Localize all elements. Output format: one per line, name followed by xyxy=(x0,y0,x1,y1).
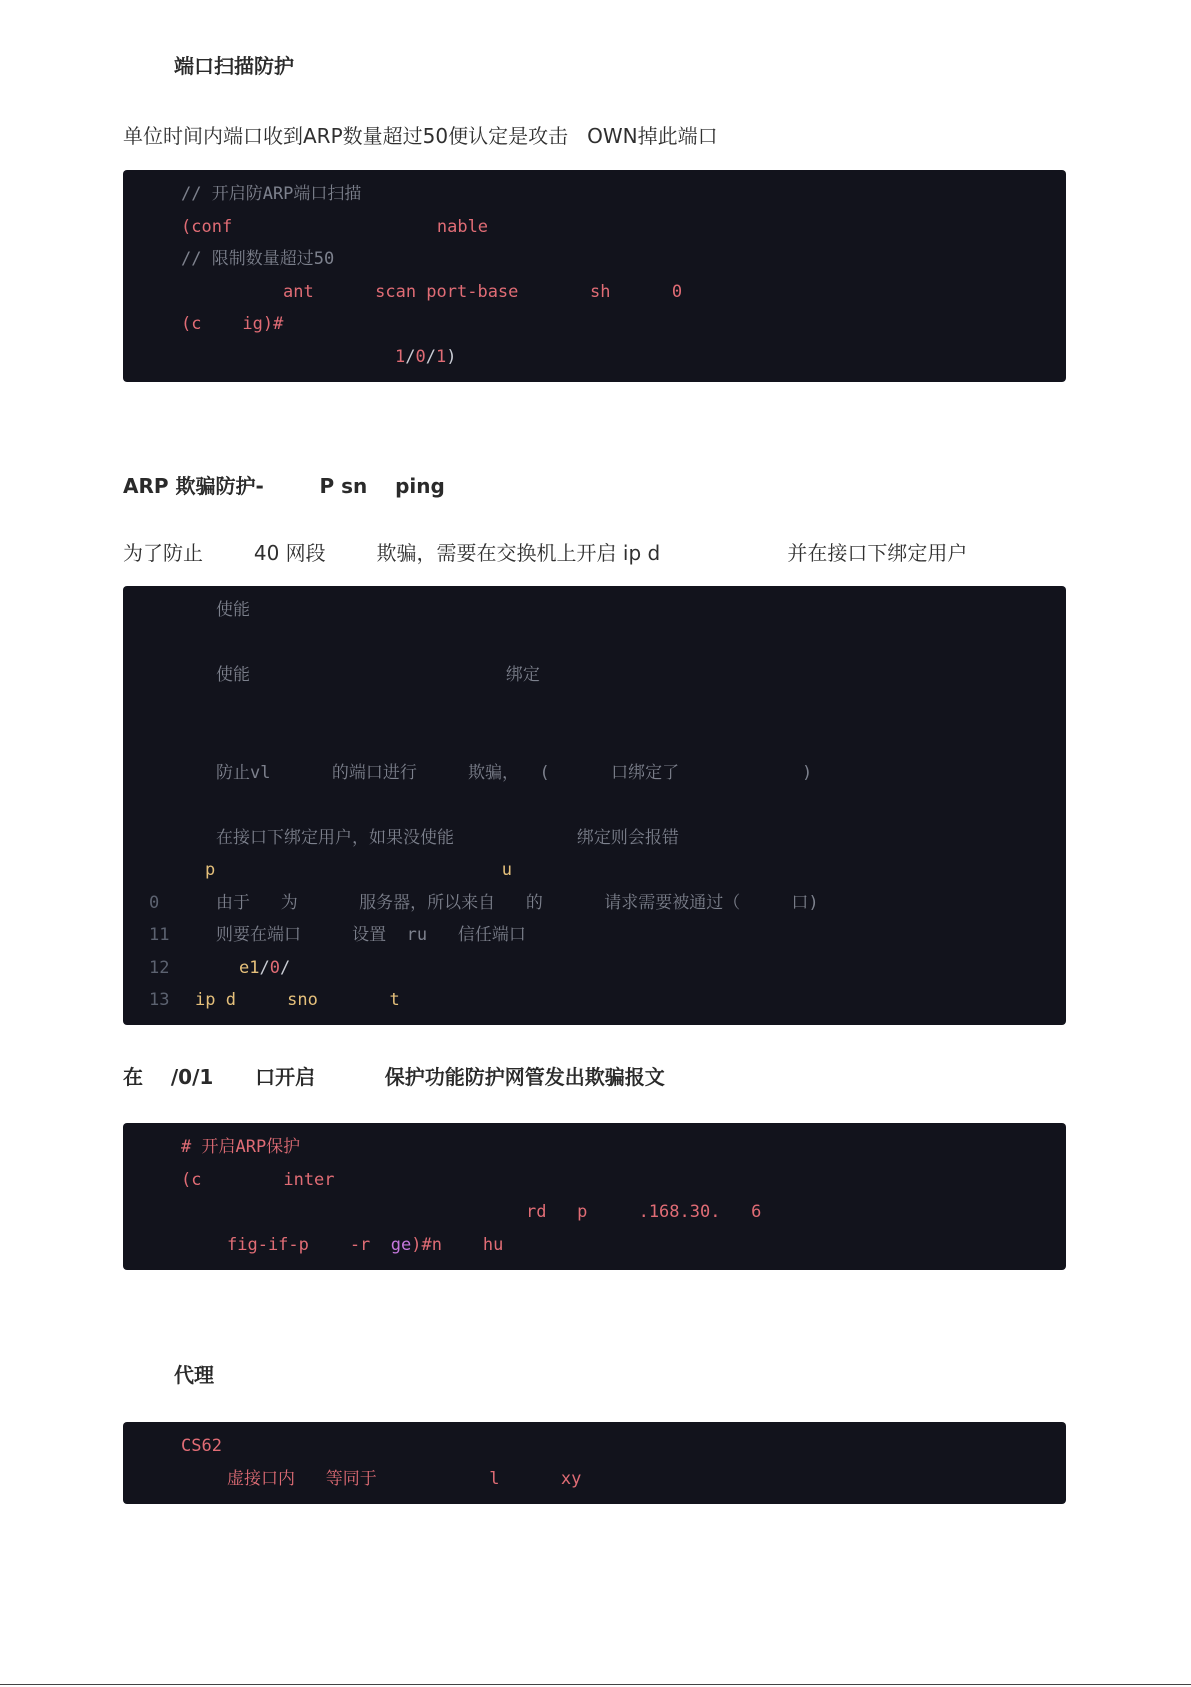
code-line-text: e1/0/ xyxy=(239,957,291,978)
code-line-text: 防止vl 的端口进行 欺骗， ( 口绑定了 ) xyxy=(216,762,813,783)
code-line-text: (conf nable xyxy=(181,216,489,237)
code-line-number: 0 xyxy=(149,892,160,913)
code-line-text: 则要在端口 设置 ru 信任端口 xyxy=(216,925,526,945)
code-block-arp-protect xyxy=(123,1123,1066,1270)
code-line-text: 使能 绑定 xyxy=(216,665,540,685)
code-line-text: 1/0/1) xyxy=(395,346,457,367)
code-line-text: rd p .168.30. 6 xyxy=(526,1202,762,1222)
code-line-text: 由于 为 服务器，所以来自 的 请求需要被通过（ 口) xyxy=(216,892,819,913)
page-footer-divider xyxy=(0,1684,1191,1685)
section-heading-proxy: 代理 xyxy=(174,1363,214,1387)
code-line-text: // 限制数量超过50 xyxy=(181,249,335,269)
code-line-text: (c inter xyxy=(181,1169,335,1190)
code-line-number: 13 xyxy=(149,990,170,1010)
section-heading-arp-spoof: ARP 欺骗防护- P sn ping xyxy=(123,474,445,498)
code-line-number: 12 xyxy=(149,957,170,978)
code-block-proxy xyxy=(123,1422,1066,1504)
code-line-text: 虚接口内 等同于 l xy xyxy=(227,1468,582,1489)
code-line-text: p u xyxy=(205,860,513,880)
code-line-text: CS62 xyxy=(181,1436,222,1456)
code-line-text: // 开启防ARP端口扫描 xyxy=(181,184,362,204)
code-block-arp-spoof xyxy=(123,586,1066,1025)
section-paragraph-arp-spoof: 为了防止 40 网段 欺骗，需要在交换机上开启 ip d 并在接口下绑定用户 xyxy=(123,541,968,565)
section-heading-arp-protect: 在 /0/1 口开启 保护功能防护网管发出欺骗报文 xyxy=(123,1065,665,1089)
code-line-number: 11 xyxy=(149,925,170,945)
code-line-text: # 开启ARP保护 xyxy=(181,1137,301,1157)
code-line-text: ant scan port-base sh 0 xyxy=(283,281,683,302)
code-line-text: 使能 xyxy=(216,600,250,620)
section-paragraph-port-scan: 单位时间内端口收到ARP数量超过50便认定是攻击 OWN掉此端口 xyxy=(123,124,718,148)
code-line-text: fig-if-p -r ge)#n hu xyxy=(227,1234,504,1255)
code-line-text: ip d sno t xyxy=(195,990,400,1010)
code-line-text: 在接口下绑定用户，如果没使能 绑定则会报错 xyxy=(216,827,679,848)
code-block-port-scan xyxy=(123,170,1066,382)
section-heading-port-scan: 端口扫描防护 xyxy=(174,54,294,78)
code-line-text: (c ig)# xyxy=(181,314,284,334)
